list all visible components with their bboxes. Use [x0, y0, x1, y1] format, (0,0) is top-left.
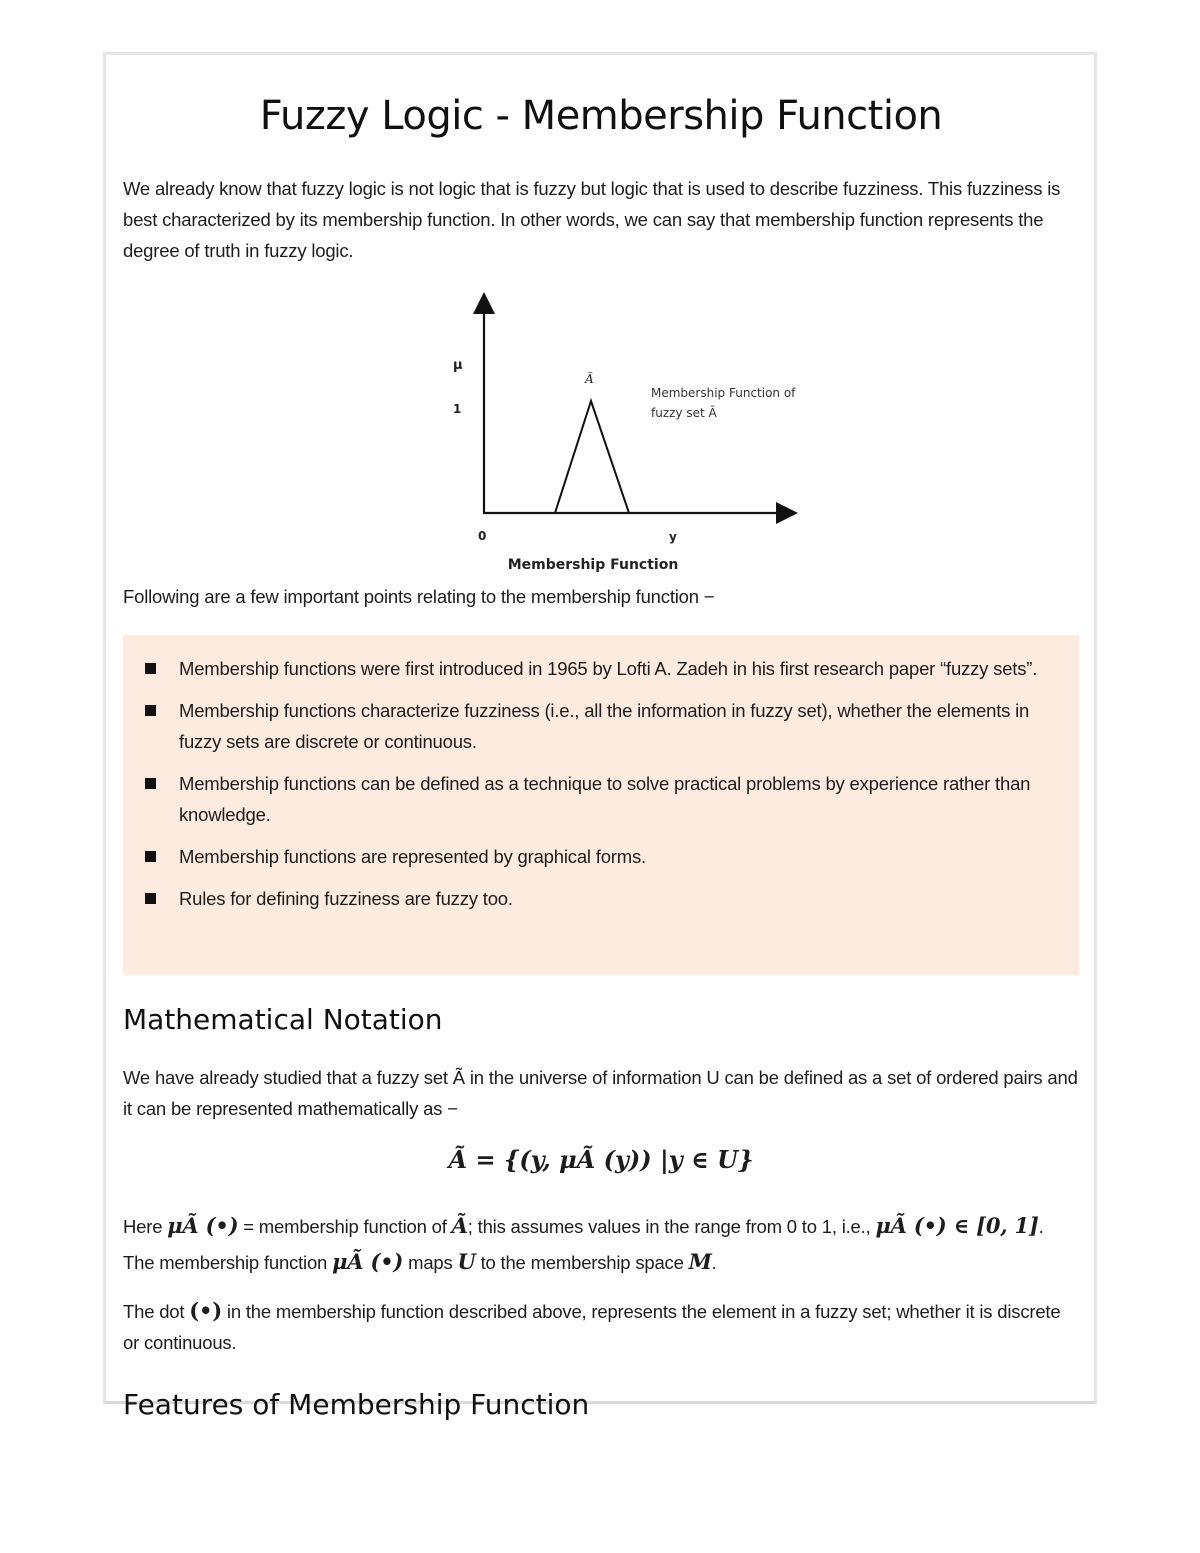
math-mu-a: μÃ (•) [167, 1213, 239, 1238]
origin-label: 0 [478, 529, 487, 543]
text-run: The dot [123, 1301, 190, 1322]
page-frame [103, 52, 1097, 1421]
math-u: U [457, 1249, 476, 1274]
fuzzy-set-formula: Ã = {(y, μÃ (y)) |y ∈ U} [448, 1145, 754, 1174]
legend-line-2: fuzzy set Ã [651, 406, 717, 420]
intro-paragraph: We already know that fuzzy logic is not logic that is fuzzy but logic that is used to describe fuzziness. This fuzziness is best characterized by its membership function. In other words, we can say that membership function represents the degree of truth in fuzzy logic. [123, 178, 1061, 261]
legend-line-1: Membership Function of [651, 386, 796, 400]
list-item [123, 883, 1059, 914]
page-title: Fuzzy Logic - Membership Function [259, 93, 943, 139]
square-bullet-icon [145, 663, 156, 674]
math-dot: (•) [189, 1298, 222, 1323]
math-intro-paragraph: We have already studied that a fuzzy set Ã in the universe of information U can be defined as a set of ordered pairs and it can be represented mathematically as − [123, 1067, 1078, 1119]
square-bullet-icon [145, 778, 156, 789]
figure-caption: Membership Function [507, 557, 679, 573]
square-bullet-icon [145, 705, 156, 716]
membership-triangle [555, 401, 629, 513]
text-run: ; this assumes values in the range from 0 to 1, i.e., [467, 1216, 876, 1237]
text-run: Here [123, 1216, 168, 1237]
text-run: in the membership function described above, represents the element in a fuzzy set; whether it is discrete or continuous. [123, 1301, 1061, 1353]
membership-function-diagram [413, 295, 796, 544]
list-item-text: Membership functions are represented by graphical forms. [179, 846, 646, 867]
text-run: to the membership space [475, 1252, 689, 1273]
square-bullet-icon [145, 851, 156, 862]
dot-explanation-paragraph [123, 1295, 1079, 1358]
list-item [123, 695, 1059, 757]
list-item [123, 841, 1059, 872]
square-bullet-icon [145, 893, 156, 904]
key-points-callout [123, 635, 1079, 975]
list-item-text: Membership functions characterize fuzziness (i.e., all the information in fuzzy set), whether the elements in fuzzy sets are discrete or continuous. [179, 700, 1030, 752]
math-mu-a-2: μÃ (•) [332, 1249, 404, 1274]
math-a-tilde: Ã [451, 1213, 468, 1238]
section-heading-features: Features of Membership Function [123, 1388, 590, 1421]
list-item [123, 768, 1059, 830]
points-intro: Following are a few important points relating to the membership function − [123, 586, 715, 607]
y-tick-label: 1 [453, 402, 462, 416]
membership-definition-paragraph [123, 1208, 1079, 1280]
list-item-text: Rules for defining fuzziness are fuzzy too. [179, 888, 513, 909]
list-item-text: Membership functions can be defined as a technique to solve practical problems by experience rather than knowledge. [179, 773, 1031, 825]
list-item-text: Membership functions were first introduced in 1965 by Lofti A. Zadeh in his first research paper “fuzzy sets”. [179, 658, 1038, 679]
text-run: . The membership function [123, 1216, 1044, 1273]
text-run: . [711, 1252, 717, 1273]
list-item [123, 653, 1059, 684]
section-heading-math: Mathematical Notation [123, 1003, 443, 1036]
membership-function-figure [413, 295, 796, 573]
text-run: = membership function of [238, 1216, 452, 1237]
math-mu-a-range: μÃ (•) ∈ [0, 1] [875, 1213, 1039, 1238]
x-axis-label: y [669, 530, 677, 544]
text-run: maps [403, 1252, 458, 1273]
key-points-list [123, 635, 1079, 914]
peak-label: Ã [585, 372, 594, 386]
y-axis-label: μ [453, 358, 463, 373]
math-m: M [688, 1249, 712, 1274]
